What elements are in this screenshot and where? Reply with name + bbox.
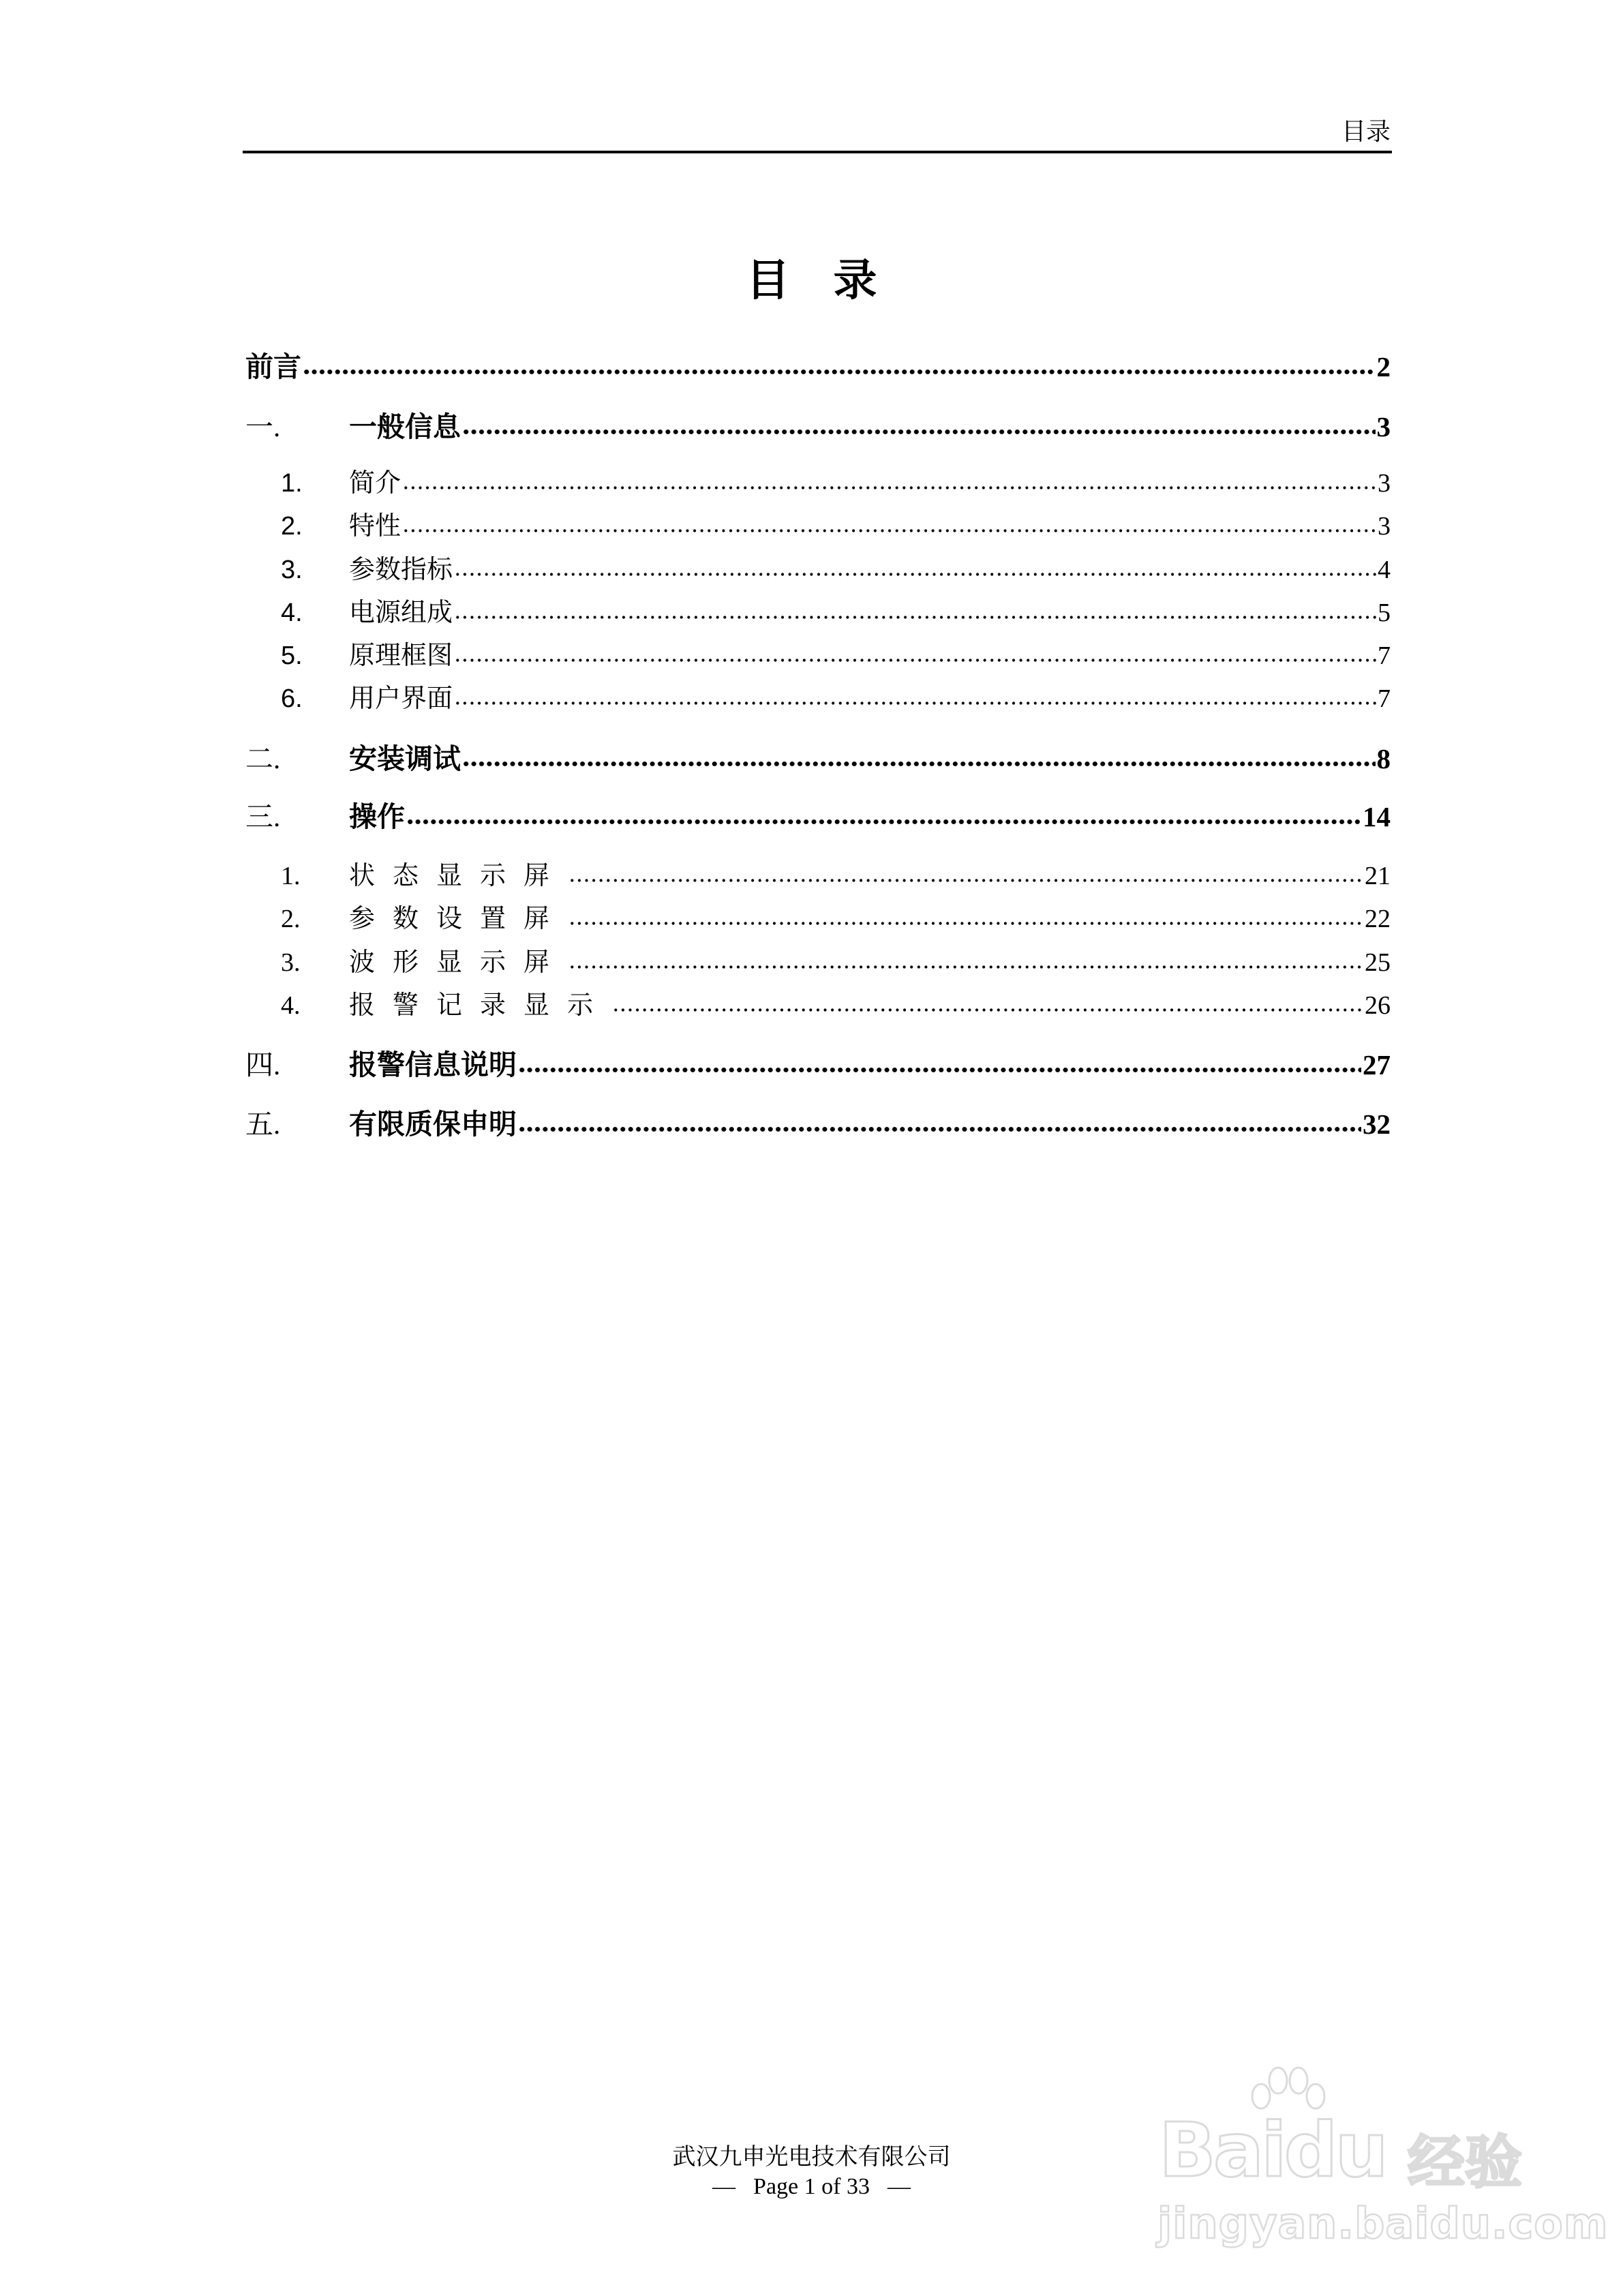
page-title	[0, 254, 1623, 308]
toc-entry-introduction[interactable]	[245, 466, 1391, 501]
toc-entry-page: 3	[1376, 411, 1391, 442]
toc-entry-page: 25	[1365, 948, 1391, 977]
toc-entry-number: 3.	[281, 556, 303, 584]
toc-entry-number: 2.	[281, 905, 301, 933]
toc-entry-number: 5.	[281, 641, 303, 670]
dot-leader	[568, 907, 1363, 933]
toc-entry-page: 27	[1363, 1049, 1391, 1081]
toc-entry-parameter-screen[interactable]	[245, 901, 1391, 937]
toc-entry-number: 6.	[281, 684, 303, 713]
toc-entry-features[interactable]	[245, 509, 1391, 544]
toc-entry-power-composition[interactable]	[245, 595, 1391, 631]
toc-entry-page: 14	[1363, 801, 1391, 832]
watermark-brand-cn: 经验	[1408, 2129, 1523, 2196]
toc-entry-page: 32	[1363, 1108, 1391, 1140]
toc-entry-label: 一般信息	[349, 411, 461, 442]
dot-leader	[568, 950, 1363, 976]
toc-entry-label: 简介	[349, 469, 401, 498]
toc-entry-number: 3.	[281, 948, 301, 977]
toc-entry-page: 3	[1378, 469, 1391, 498]
footer-dash-left: —	[712, 2174, 736, 2199]
toc-entry-waveform-screen[interactable]	[245, 945, 1391, 980]
toc-entry-page: 4	[1378, 556, 1391, 584]
toc-entry-number: 4.	[281, 991, 301, 1020]
toc-entry-warranty[interactable]	[245, 1105, 1391, 1143]
toc-entry-installation[interactable]	[245, 740, 1391, 778]
toc-entry-label: 参数设置屏	[349, 905, 568, 933]
toc-entry-number: 五.	[245, 1108, 281, 1140]
toc-entry-page: 7	[1378, 684, 1391, 713]
toc-entry-label: 有限质保申明	[349, 1108, 517, 1140]
footer-dash-right: —	[887, 2174, 911, 2199]
dot-leader	[402, 514, 1376, 540]
toc-entry-label: 操作	[349, 801, 405, 832]
toc-entry-label: 参数指标	[349, 556, 453, 584]
toc-entry-user-interface[interactable]	[245, 681, 1391, 716]
page-title-part1: 目	[746, 256, 790, 305]
dot-leader	[612, 993, 1363, 1019]
dot-leader	[518, 1053, 1361, 1080]
toc-entry-label: 报警记录显示	[349, 991, 611, 1020]
toc-entry-label: 前言	[245, 351, 301, 382]
toc-entry-preface[interactable]	[245, 348, 1391, 386]
toc-entry-page: 21	[1365, 862, 1391, 890]
dot-leader	[303, 354, 1376, 382]
watermark-brand: Baidu	[1159, 2106, 1386, 2194]
toc-entry-number: 四.	[245, 1049, 281, 1081]
toc-entry-page: 26	[1365, 991, 1391, 1020]
running-header	[243, 112, 1392, 153]
toc-entry-number: 二.	[245, 743, 281, 774]
toc-entry-page: 7	[1378, 641, 1391, 670]
footer-page-label: Page 1 of 33	[753, 2174, 870, 2199]
dot-leader	[462, 746, 1376, 774]
toc-entry-status-screen[interactable]	[245, 858, 1391, 894]
dot-leader	[402, 471, 1376, 497]
dot-leader	[454, 558, 1376, 584]
toc-entry-label: 安装调试	[349, 743, 461, 774]
dot-leader	[454, 601, 1376, 626]
toc-entry-label: 特性	[349, 512, 401, 541]
toc-entry-block-diagram[interactable]	[245, 638, 1391, 674]
toc-entry-page: 5	[1378, 599, 1391, 627]
toc-entry-alarm-info[interactable]	[245, 1046, 1391, 1084]
footer-company: 武汉九申光电技术有限公司	[672, 2145, 951, 2170]
toc-entry-number: 1.	[281, 469, 303, 498]
toc-entry-label: 用户界面	[349, 684, 453, 713]
page-title-part2: 录	[833, 256, 877, 305]
toc-entry-label: 原理框图	[349, 641, 453, 670]
toc-entry-page: 2	[1376, 351, 1391, 382]
toc-entry-page: 22	[1365, 905, 1391, 933]
toc-entry-specifications[interactable]	[245, 552, 1391, 588]
toc-entry-number: 2.	[281, 512, 303, 541]
toc-entry-alarm-record[interactable]	[245, 988, 1391, 1023]
dot-leader	[518, 1112, 1361, 1139]
dot-leader	[462, 414, 1376, 442]
dot-leader	[454, 686, 1376, 712]
baidu-jingyan-watermark	[1152, 2052, 1609, 2256]
toc-entry-operation[interactable]	[245, 798, 1391, 836]
toc-entry-page: 3	[1378, 512, 1391, 541]
toc-entry-label: 电源组成	[349, 599, 453, 627]
toc-entry-number: 一.	[245, 411, 281, 442]
dot-leader	[454, 644, 1376, 669]
dot-leader	[406, 804, 1361, 832]
toc-entry-label: 波形显示屏	[349, 948, 568, 977]
running-header-title: 目录	[1341, 118, 1391, 145]
watermark-url: jingyan.baidu.com	[1157, 2199, 1609, 2248]
toc-entry-number: 1.	[281, 862, 301, 890]
dot-leader	[568, 864, 1363, 890]
toc-entry-page: 8	[1376, 743, 1391, 774]
toc-entry-general-info[interactable]	[245, 408, 1391, 446]
toc-entry-label: 报警信息说明	[349, 1049, 517, 1081]
toc-entry-number: 三.	[245, 801, 281, 832]
toc-entry-label: 状态显示屏	[349, 862, 568, 890]
toc-entry-number: 4.	[281, 599, 303, 627]
